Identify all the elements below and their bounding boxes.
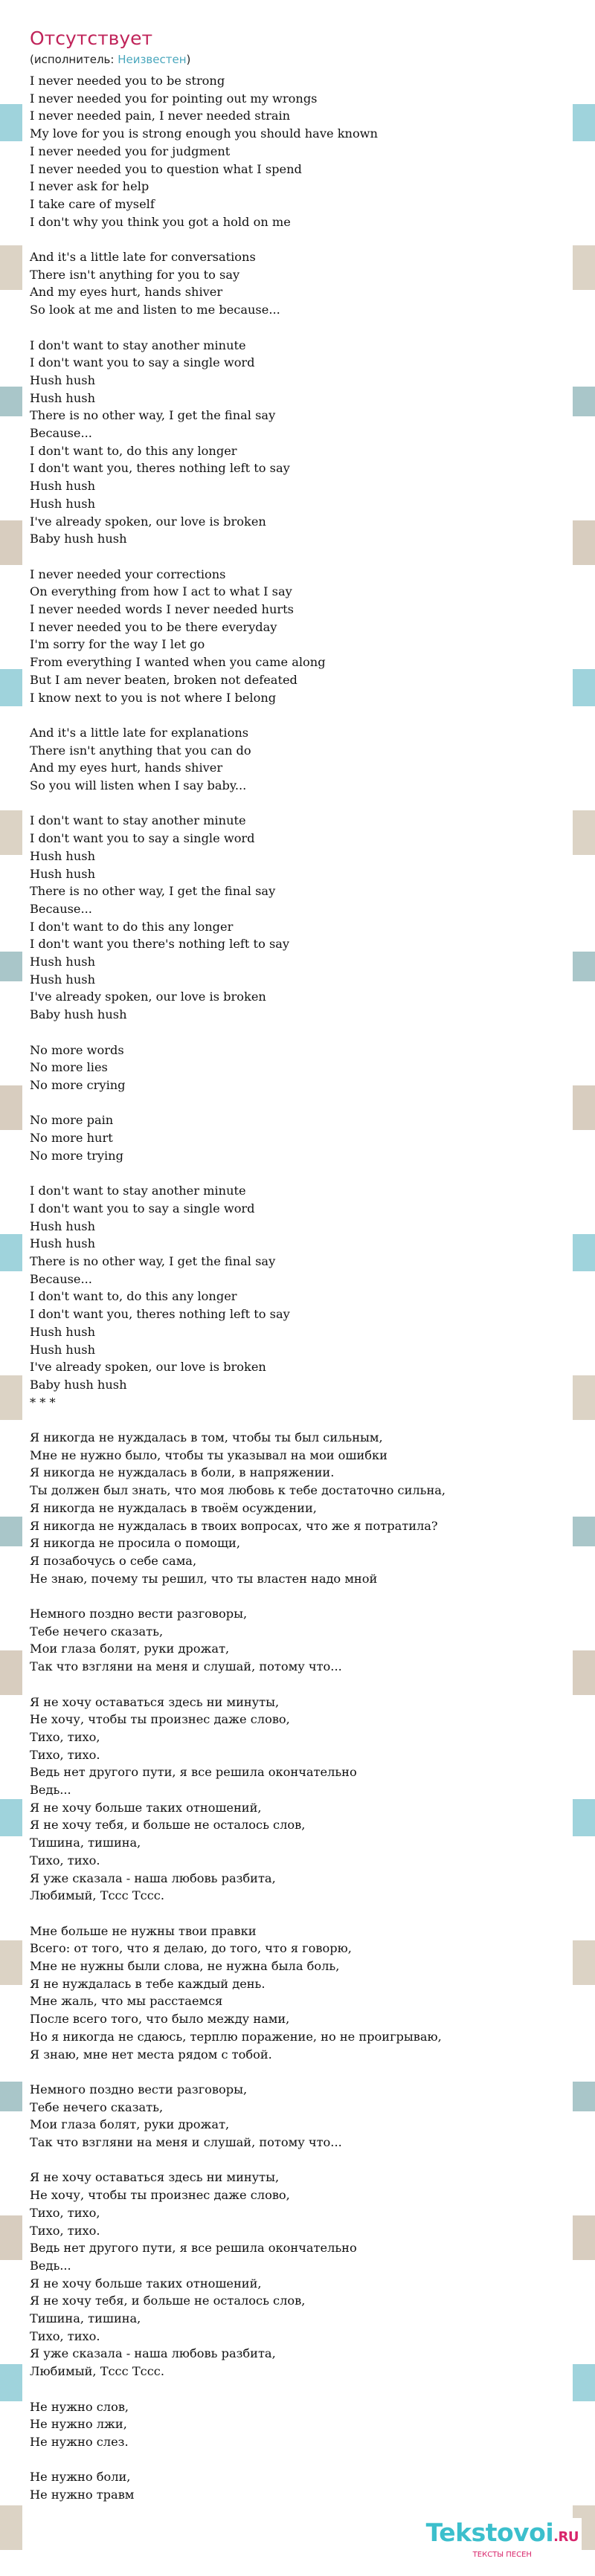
lyrics-stanza <box>30 2468 565 2503</box>
lyric-line: I take care of myself <box>30 196 155 211</box>
lyric-line: Ведь нет другого пути, я все решила окончательно <box>30 1765 357 1780</box>
logo-tld: .RU <box>553 2529 579 2545</box>
lyrics-stanza <box>30 1605 565 1676</box>
lyric-line: And it's a little late for conversations <box>30 250 256 265</box>
lyric-line: Hush hush <box>30 1324 96 1339</box>
lyric-line: Ты должен был знать, что моя любовь к тебе достаточно сильна, <box>30 1483 446 1498</box>
lyric-line: Я не хочу тебя, и больше не осталось слов, <box>30 2293 306 2308</box>
lyric-line: So look at me and listen to me because... <box>30 303 280 317</box>
lyric-line: So you will listen when I say baby... <box>30 778 247 793</box>
lyric-line: And it's a little late for explanations <box>30 725 249 740</box>
lyric-line: Тебе нечего сказать, <box>30 1624 164 1639</box>
lyric-line: Немного поздно вести разговоры, <box>30 2082 248 2096</box>
logo-wordmark <box>426 2519 579 2551</box>
lyric-line: I never needed words I never needed hurts <box>30 602 294 617</box>
lyric-line: * * * <box>30 1395 56 1410</box>
lyric-line: I don't want you to say a single word <box>30 831 255 846</box>
performer-suffix: ) <box>186 53 191 66</box>
lyric-line: Я уже сказала - наша любовь разбита, <box>30 1870 276 1885</box>
lyric-line: Не нужно слез. <box>30 2434 129 2449</box>
lyric-line: There isn't anything that you can do <box>30 743 251 758</box>
lyric-line: Но я никогда не сдаюсь, терплю поражение, но не проигрываю, <box>30 2029 442 2044</box>
lyric-line: Baby hush hush <box>30 1377 127 1392</box>
lyric-line: Hush hush <box>30 1218 96 1233</box>
lyric-line: Hush hush <box>30 866 96 881</box>
lyric-line: I don't want to, do this any longer <box>30 443 237 458</box>
lyric-line: Любимый, Тссс Тссс. <box>30 1888 164 1903</box>
lyric-line: I never needed you for pointing out my wrongs <box>30 91 318 106</box>
lyric-line: I don't want to do this any longer <box>30 919 234 934</box>
lyric-line: And my eyes hurt, hands shiver <box>30 761 223 775</box>
lyric-line: No more hurt <box>30 1131 113 1146</box>
lyric-line: Ведь... <box>30 2258 71 2273</box>
lyric-line: Because... <box>30 426 92 441</box>
lyric-line: Because... <box>30 1271 92 1286</box>
logo-name: Tekstovoi <box>425 2518 554 2547</box>
lyric-line: I don't want to stay another minute <box>30 338 246 352</box>
lyrics-page <box>22 22 573 2576</box>
lyric-line: Hush hush <box>30 372 96 387</box>
lyric-line: Hush hush <box>30 496 96 511</box>
lyric-line: I never needed you to be strong <box>30 74 225 88</box>
lyric-line: I don't want you, theres nothing left to say <box>30 461 290 476</box>
lyric-line: I never needed you to be there everyday <box>30 619 277 634</box>
lyric-line: I never needed your corrections <box>30 566 226 581</box>
performer-line <box>30 53 565 66</box>
lyrics-stanza <box>30 2398 565 2451</box>
lyric-line: Я не хочу больше таких отношений, <box>30 1800 262 1815</box>
lyric-line: Я уже сказала - наша любовь разбита, <box>30 2346 276 2361</box>
lyric-line: Немного поздно вести разговоры, <box>30 1607 248 1621</box>
performer-prefix: (исполнитель: <box>30 53 118 66</box>
lyric-line: I don't want to stay another minute <box>30 1184 246 1198</box>
lyric-line: Baby hush hush <box>30 1007 127 1022</box>
lyric-line: Тихо, тихо, <box>30 1729 100 1744</box>
lyric-line: Baby hush hush <box>30 532 127 546</box>
lyric-line: I know next to you is not where I belong <box>30 690 277 705</box>
lyrics-stanza <box>30 1042 565 1094</box>
lyric-line: Because... <box>30 901 92 916</box>
lyric-line: No more lies <box>30 1060 108 1075</box>
lyric-line: Я позабочусь о себе сама, <box>30 1553 197 1568</box>
lyric-line: There isn't anything for you to say <box>30 267 240 282</box>
lyric-line: No more crying <box>30 1077 126 1092</box>
lyric-line: I don't why you think you got a hold on me <box>30 214 291 229</box>
lyric-line: Не хочу, чтобы ты произнес даже слово, <box>30 2188 290 2203</box>
lyric-line: I've already spoken, our love is broken <box>30 514 266 529</box>
lyric-line: Не нужно лжи, <box>30 2417 127 2432</box>
lyric-line: My love for you is strong enough you should have known <box>30 126 378 141</box>
lyric-line: Я не хочу тебя, и больше не осталось слов, <box>30 1818 306 1833</box>
lyric-line: Hush hush <box>30 1236 96 1251</box>
lyric-line: Мои глаза болят, руки дрожат, <box>30 1642 230 1656</box>
lyric-line: Я никогда не нуждалась в твоём осуждении, <box>30 1500 317 1515</box>
lyric-line: Не знаю, почему ты решил, что ты властен надо мной <box>30 1571 378 1586</box>
lyrics-stanza <box>30 1923 565 2064</box>
lyrics-stanza <box>30 724 565 795</box>
lyric-line: Hush hush <box>30 848 96 863</box>
lyric-line: Я знаю, мне нет места рядом с тобой. <box>30 2047 272 2062</box>
lyric-line: There is no other way, I get the final say <box>30 1253 276 1268</box>
lyric-line: Я не нуждалась в тебе каждый день. <box>30 1976 266 1991</box>
lyric-line: Всего: от того, что я делаю, до того, что я говорю, <box>30 1941 352 1956</box>
lyric-line: Любимый, Тссс Тссс. <box>30 2364 164 2379</box>
site-logo[interactable] <box>423 2518 582 2561</box>
lyric-line: Hush hush <box>30 955 96 969</box>
lyrics-stanza <box>30 1182 565 1411</box>
lyric-line: I don't want you there's nothing left to say <box>30 937 290 952</box>
lyric-line: Мне не нужно было, чтобы ты указывал на мои ошибки <box>30 1447 387 1462</box>
lyrics-stanza <box>30 72 565 230</box>
lyric-line: I've already spoken, our love is broken <box>30 1360 266 1375</box>
lyric-line: Hush hush <box>30 390 96 405</box>
lyric-line: From everything I wanted when you came along <box>30 655 326 670</box>
lyric-line: Hush hush <box>30 1342 96 1357</box>
lyric-line: Тихо, тихо. <box>30 2223 100 2238</box>
lyric-line: Тишина, тишина, <box>30 2311 141 2326</box>
lyric-line: No more trying <box>30 1148 123 1163</box>
lyric-line: Hush hush <box>30 479 96 494</box>
lyric-line: And my eyes hurt, hands shiver <box>30 285 223 300</box>
lyric-line: Я никогда не просила о помощи, <box>30 1536 240 1551</box>
lyric-line: Так что взгляни на меня и слушай, потому что... <box>30 1659 342 1674</box>
lyric-line: Тихо, тихо. <box>30 2328 100 2343</box>
lyric-line: Так что взгляни на меня и слушай, потому что... <box>30 2135 342 2150</box>
lyric-line: Я никогда не нуждалась в том, чтобы ты был сильным, <box>30 1430 383 1444</box>
lyric-line: Не нужно травм <box>30 2488 135 2502</box>
lyric-line: Я никогда не нуждалась в боли, в напряжении. <box>30 1465 335 1480</box>
lyric-line: I'm sorry for the way I let go <box>30 637 205 652</box>
lyric-line: Ведь... <box>30 1783 71 1798</box>
lyrics-stanza <box>30 2169 565 2380</box>
lyric-line: I don't want to stay another minute <box>30 813 246 828</box>
lyric-line: Тихо, тихо. <box>30 1853 100 1868</box>
performer-link[interactable]: Неизвестен <box>118 53 187 66</box>
lyrics-stanza <box>30 812 565 1023</box>
lyric-line: Мне жаль, что мы расстаемся <box>30 1994 223 2009</box>
lyric-line: Hush hush <box>30 972 96 987</box>
lyric-line: I never needed pain, I never needed strain <box>30 109 291 123</box>
lyrics-stanza <box>30 1694 565 1905</box>
lyric-line: Не нужно слов, <box>30 2399 129 2414</box>
lyric-line: No more words <box>30 1042 124 1057</box>
lyrics-stanza <box>30 337 565 548</box>
lyric-line: Я не хочу больше таких отношений, <box>30 2276 262 2291</box>
lyric-line: On everything from how I act to what I say <box>30 584 292 599</box>
lyric-line: Я никогда не нуждалась в твоих вопросах, что же я потратила? <box>30 1518 438 1533</box>
lyrics-stanza <box>30 1111 565 1164</box>
lyric-line: I never needed you for judgment <box>30 143 231 158</box>
lyric-line: There is no other way, I get the final say <box>30 884 276 899</box>
lyric-line: Не нужно боли, <box>30 2470 131 2485</box>
lyrics-stanza <box>30 1429 565 1587</box>
lyric-line: I don't want you, theres nothing left to say <box>30 1307 290 1322</box>
lyric-line: Мои глаза болят, руки дрожат, <box>30 2117 230 2132</box>
logo-tagline: ТЕКСТЫ ПЕСЕН <box>472 2551 532 2559</box>
lyric-line: I don't want you to say a single word <box>30 1201 255 1216</box>
lyric-line: Ведь нет другого пути, я все решила окончательно <box>30 2241 357 2256</box>
lyric-line: Я не хочу оставаться здесь ни минуты, <box>30 2170 280 2185</box>
lyric-line: Тихо, тихо. <box>30 1747 100 1762</box>
lyric-line: I don't want you to say a single word <box>30 355 255 370</box>
lyric-line: Мне не нужны были слова, не нужна была боль, <box>30 1959 340 1974</box>
lyric-line: I don't want to, do this any longer <box>30 1289 237 1304</box>
lyric-line: I never needed you to question what I spend <box>30 161 302 176</box>
lyrics-stanza <box>30 566 565 707</box>
lyric-line: I've already spoken, our love is broken <box>30 990 266 1004</box>
lyric-line: I never ask for help <box>30 179 149 194</box>
lyric-line: Тебе нечего сказать, <box>30 2099 164 2114</box>
lyric-line: Тишина, тишина, <box>30 1836 141 1850</box>
lyrics-text <box>30 72 565 2504</box>
lyrics-stanza <box>30 2081 565 2151</box>
lyric-line: Я не хочу оставаться здесь ни минуты, <box>30 1694 280 1709</box>
lyric-line: Мне больше не нужны твои правки <box>30 1923 257 1938</box>
lyric-line: Тихо, тихо, <box>30 2205 100 2220</box>
lyric-line: There is no other way, I get the final say <box>30 408 276 423</box>
lyric-line: Не хочу, чтобы ты произнес даже слово, <box>30 1712 290 1727</box>
page-title: Отсутствует <box>30 28 153 49</box>
lyric-line: But I am never beaten, broken not defeated <box>30 672 298 687</box>
lyric-line: No more pain <box>30 1113 114 1128</box>
lyric-line: После всего того, что было между нами, <box>30 2012 290 2027</box>
lyrics-stanza <box>30 248 565 319</box>
